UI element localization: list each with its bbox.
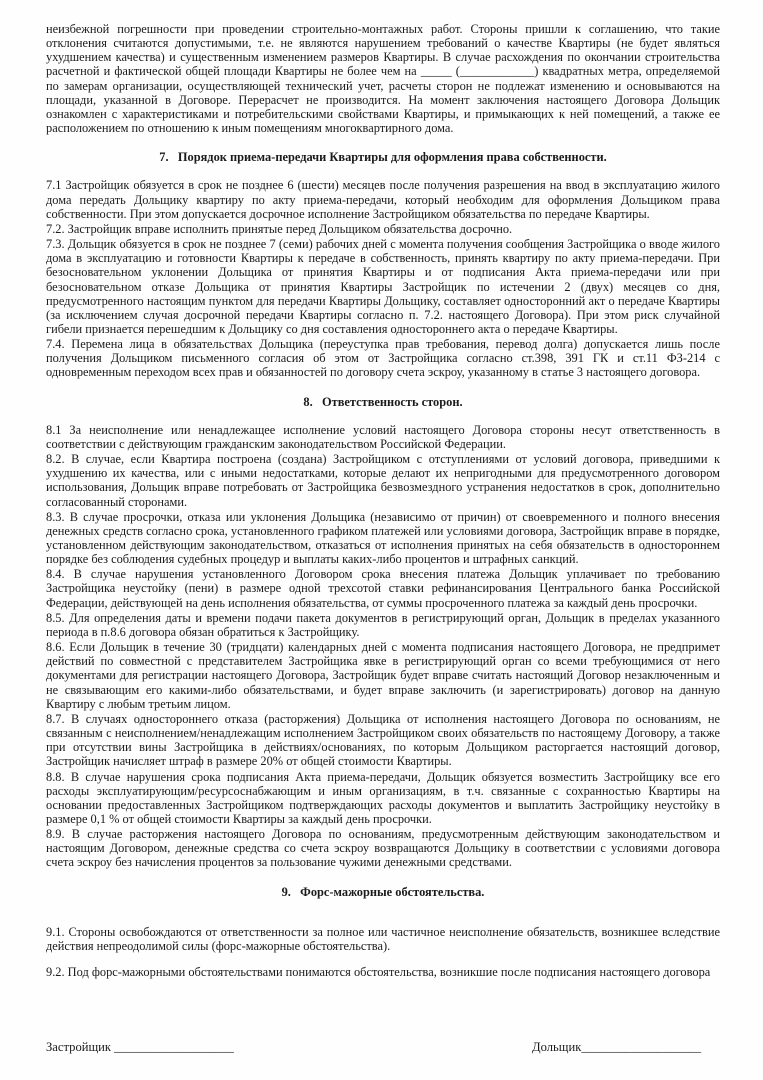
paragraph-continuation: неизбежной погрешности при проведении строительно-монтажных работ. Стороны пришли к соглашению, что такие отклонения считаются допустимыми, т.е. не являются нарушением требований о качестве Квартиры (не будет являться ухудшением качества) и существенным изменением размеров Квартиры. В случае расхождения по окончании строительства расчетной и фактической общей площади Квартиры не более чем на _____ (____________) квадратных метра, определяемой по замерам организации, осуществляющей технический учет, расчеты сторон не подлежат изменению и основываются на площади, указанной в Договоре. Перерасчет не производится. На момент заключения настоящего Договора Дольщик ознакомлен с характеристиками и потребительскими свойствами Квартиры, и примыкающих к ней помещений, а также ее расположением по отношению к иным помещениям многоквартирного дома. [46,22,720,136]
clause-7-2: 7.2. Застройщик вправе исполнить принятые перед Дольщиком обязательства досрочно. [46,221,513,236]
clause-8-6: 8.6. Если Дольщик в течение 30 (тридцати) календарных дней с момента подписания настоящего Договора, не предпримет действий по совместной с представителем Застройщика явке в регистрирующий орган со всеми требующимися от него документами для регистрации настоящего Договора, Застройщик будет вправе считать настоящий Договор незаключенным и не связывающим его какими-либо обязательствами, и будет вправе заключить (и зарегистрировать) договор на данную Квартиру с любым третьим лицом. [46,640,720,711]
clause-8-4: 8.4. В случае нарушения установленного Договором срока внесения платежа Дольщик уплачивает по требованию Застройщика неустойку (пени) в размере одной трехсотой ставки рефинансирования Центрального банка Российской Федерации, действующей на день исполнения обязательства, от суммы просроченного платежа за каждый день просрочки. [46,567,720,610]
clause-9-2: 9.2. Под форс-мажорными обстоятельствами понимаются обстоятельства, возникшие после подписания настоящего договора [46,965,711,980]
participant-signature-line: Дольщик___________________ [532,1039,701,1054]
clause-8-3: 8.3. В случае просрочки, отказа или уклонения Дольщика (независимо от причин) от своевременного и полного внесения денежных средств согласно срока, установленного графиком платежей или условиями договора, Застройщик вправе в порядке, установленном действующим законодательством, отказаться от исполнения принятых на себя обязательств в одностороннем порядке без соблюдения судебных процедур и выплаты каких-либо процентов и штрафных санкций. [46,509,720,567]
clause-8-2: 8.2. В случае, если Квартира построена (создана) Застройщиком с отступлениями от условий договора, приведшими к ухудшению их качества, или с иными недостатками, которые делают их непригодными для предусмотренного договором использования, Дольщик вправе потребовать от Застройщика безвозмездного устранения недостатков в срок, дополнительно согласованный сторонами. [46,452,720,509]
clause-7-3: 7.3. Дольщик обязуется в срок не позднее 7 (семи) рабочих дней с момента получения сообщения Застройщика о вводе жилого дома в эксплуатацию и готовности Квартиры к передаче в собственность, принять квартиру по акту приема-передачи. При безосновательном уклонении Дольщика от принятия Квартиры и от подписания Акта приема-передачи или при безосновательном отказе Дольщика от принятия Квартиры Застройщик по истечении 2 (двух) месяцев со дня, предусмотренного настоящим пунктом для передачи Квартиры Дольщику, составляет односторонний акт о передаче Квартиры (за исключением случая досрочной передачи Квартиры согласно п. 7.2. настоящего Договора). При этом риск случайной гибели признается перешедшим к Дольщику со дня составления одностороннего акта о передаче Квартиры. [46,237,720,336]
section-9-heading: 9. Форс-мажорные обстоятельства. [281,884,485,899]
clause-8-7: 8.7. В случаях одностороннего отказа (расторжения) Дольщика от исполнения настоящего Договора по основаниям, не связанным с неисполнением/ненадлежащим исполнением Застройщиком своих обязательств по настоящему Договору, а также при отсутствии вины Застройщика в действиях/основаниях, по которым Дольщиком расторгается настоящий договор, Застройщик начисляет штраф в размере 20% от общей стоимости Квартиры. [46,711,720,769]
signature-row [46,1040,701,1055]
clause-8-1: 8.1 За неисполнение или ненадлежащее исполнение условий настоящего Договора стороны несут ответственность в соответствии с действующим гражданским законодательством Российской Федерации. [46,422,720,451]
clause-7-4: 7.4. Перемена лица в обязательствах Дольщика (переуступка прав требования, перевод долга) допускается лишь после получения Дольщиком письменного согласия об этом от Застройщика согласно ст.398, 391 ГК и ст.11 ФЗ-214 с одновременным переходом всех прав и обязанностей по договору счета эскроу, указанному в статье 3 настоящего договора. [46,337,720,380]
developer-signature-line: Застройщик ___________________ [46,1039,234,1054]
clause-7-1: 7.1 Застройщик обязуется в срок не позднее 6 (шести) месяцев после получения разрешения на ввод в эксплуатацию жилого дома передать Дольщику квартиру по акту приема-передачи, который необходим для оформления Дольщиком права собственности. При этом допускается досрочное исполнение Застройщиком обязательства по передаче Квартиры. [46,178,720,221]
clause-8-9: 8.9. В случае расторжения настоящего Договора по основаниям, предусмотренным действующим законодательством и настоящим Договором, денежные средства со счета эскроу возвращаются Дольщику в соответствии с условиями договора счета эскроу без начисления процентов за пользование чужими денежными средствами. [46,827,720,870]
section-8-heading: 8. Ответственность сторон. [303,394,463,409]
section-7-heading: 7. Порядок приема-передачи Квартиры для оформления права собственности. [159,150,607,165]
clause-8-8: 8.8. В случае нарушения срока подписания Акта приема-передачи, Дольщик обязуется возместить Застройщику все его расходы эксплуатирующим/ресурсоснабжающим и иным организациям, в т.ч. связанные с сохранностью Квартиры на основании предоставленных Застройщиком подтверждающих расходы документов и выплатить Застройщику неустойку в размере 0,1 % от общей стоимости Квартиры за каждый день просрочки. [46,769,720,826]
clause-9-1: 9.1. Стороны освобождаются от ответственности за полное или частичное неисполнение обязательств, возникшее вследствие действия непреодолимой силы (форс-мажорные обстоятельства). [46,924,720,953]
clause-8-5: 8.5. Для определения даты и времени подачи пакета документов в регистрирующий орган, Дольщик в пределах указанного периода в п.8.6 договора обязан обратиться к Застройщику. [46,610,720,639]
